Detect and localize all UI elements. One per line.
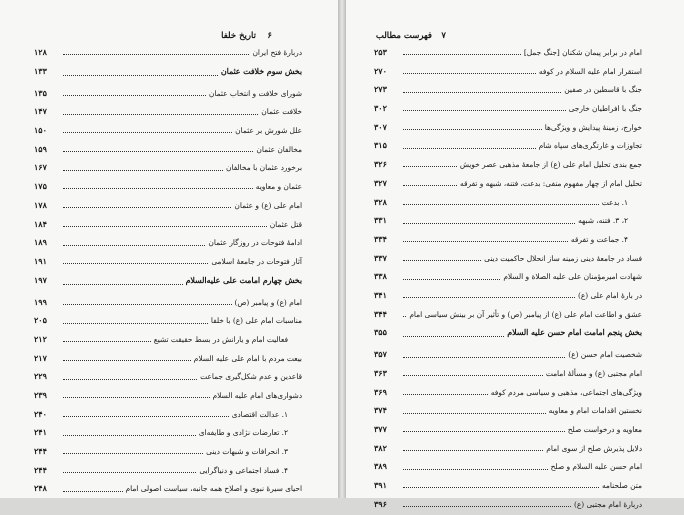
dot-leader	[63, 283, 183, 285]
toc-entry-page-number: ۲۴۱	[34, 427, 47, 438]
toc-entry-title: ۲. تعارضات نژادى و طايفه‌اى	[198, 428, 288, 438]
toc-entry	[374, 286, 642, 305]
dot-leader	[403, 109, 566, 111]
dot-leader	[403, 296, 575, 298]
toc-entry	[374, 476, 642, 495]
toc-entry	[374, 439, 642, 458]
dot-leader	[403, 203, 599, 205]
dot-leader	[403, 278, 500, 280]
dot-leader	[63, 378, 197, 380]
toc-entry-title: دلايل پذيرش صلح از سوى امام	[546, 443, 642, 453]
toc-entry-page-number: ۳۷۷	[374, 424, 387, 435]
toc-entry-title: دربارهٔ امام مجتبى (ع)	[573, 499, 642, 509]
dot-leader	[403, 222, 575, 224]
toc-entry	[34, 479, 302, 498]
toc-entry-page-number: ۳۵۷	[374, 349, 387, 360]
toc-entry-page-number: ۲۰۵	[34, 315, 47, 326]
toc-entry-page-number: ۳۲۶	[374, 159, 387, 170]
toc-entry	[34, 423, 302, 442]
toc-entry	[374, 211, 642, 230]
toc-entry	[374, 345, 642, 364]
toc-entry-title: علل شورش بر عثمان	[235, 126, 302, 136]
dot-leader	[63, 225, 267, 227]
left-page-running-title: تاريخ خلفا	[221, 31, 256, 41]
toc-entry-page-number: ۳۰۲	[374, 103, 387, 114]
dot-leader	[403, 449, 543, 451]
toc-entry-page-number: ۱۳۵	[34, 87, 47, 98]
right-page-number: ۷	[441, 31, 446, 41]
toc-entry	[34, 386, 302, 405]
toc-entry-title: عشق و اطاعت امام على (ع) از پيامبر (ص) و تأثير آن بر بينش سياسى امام	[409, 309, 642, 319]
toc-entry-title: بخش پنجم امامت امام حسن عليه السلام	[507, 328, 642, 338]
toc-entry-title: دربارهٔ فتح ايران	[252, 48, 302, 57]
toc-entry-page-number: ۳۶۳	[374, 368, 387, 378]
toc-entry	[374, 495, 642, 514]
toc-entry-title: آثار فتوحات در جامعهٔ اسلامى	[211, 256, 302, 266]
toc-entry	[374, 193, 642, 212]
toc-entry-page-number: ۲۱۲	[34, 333, 47, 344]
toc-entry-title: ۱. عدالت اقتصادى	[231, 409, 288, 419]
toc-entry-title: ويژگى‌هاى اجتماعى، مذهبى و سياسى مردم كوفه	[490, 387, 642, 397]
toc-entry-title: شهادت اميرمؤمنان على عليه الصلاة و السلام	[503, 272, 642, 282]
toc-entry	[34, 158, 302, 177]
toc-entry	[374, 383, 642, 402]
dot-leader	[403, 165, 457, 167]
left-toc-list	[34, 43, 302, 498]
toc-entry-page-number: ۳۳۸	[374, 271, 387, 282]
toc-entry-page-number: ۳۲۷	[374, 177, 387, 188]
toc-entry-page-number: ۱۸۹	[34, 237, 47, 248]
toc-entry-page-number: ۱۲۸	[34, 47, 47, 57]
toc-entry-title: ۲، ۳. فتنه، شبهه	[578, 216, 628, 226]
right-page-running-title: فهرست مطالب	[375, 31, 432, 41]
toc-entry-title: تحليل امام از چهار مفهوم منفى: بدعت، فتنه، شبهه و تفرقه	[460, 178, 642, 188]
toc-entry	[374, 267, 642, 286]
toc-entry	[34, 84, 302, 103]
toc-entry-title: امام در برابر پيمان شكنان [جنگ جمل]	[523, 48, 642, 57]
toc-entry-title: فعاليت امام و يارانش در بسط حقيقت تشيع	[153, 334, 288, 344]
toc-entry-page-number: ۳۵۵	[374, 327, 387, 338]
toc-entry-page-number: ۱۹۱	[34, 255, 47, 266]
toc-entry-title: در بارهٔ امام على (ع)	[577, 290, 642, 300]
dot-leader	[63, 53, 249, 55]
toc-entry-title: فساد در جامعهٔ دينى زمينه ساز انحلال حاكميت دينى	[484, 253, 642, 263]
toc-entry	[374, 43, 642, 62]
dot-leader	[63, 113, 258, 115]
dot-leader	[63, 262, 208, 264]
toc-entry	[374, 136, 642, 155]
toc-entry	[34, 252, 302, 271]
toc-entry	[374, 401, 642, 420]
dot-leader	[63, 415, 229, 417]
toc-entry	[374, 420, 642, 439]
toc-entry	[34, 330, 302, 349]
toc-entry-page-number: ۲۷۳	[374, 84, 387, 95]
toc-entry-page-number: ۱۷۸	[34, 199, 47, 210]
toc-entry-page-number: ۳۹۱	[374, 480, 387, 491]
toc-section-heading	[374, 323, 642, 345]
toc-entry-page-number: ۳۰۷	[374, 121, 387, 132]
toc-entry	[34, 177, 302, 196]
dot-leader	[63, 74, 218, 76]
toc-entry	[34, 293, 302, 312]
toc-entry-page-number: ۳۱۵	[374, 140, 387, 151]
toc-entry	[34, 233, 302, 252]
dot-leader	[403, 335, 504, 337]
toc-entry	[34, 102, 302, 121]
dot-leader	[63, 169, 223, 171]
toc-entry-page-number: ۱۸۴	[34, 218, 47, 229]
toc-entry-title: قاعدين و عدم شكل‌گيرى جماعت	[200, 372, 302, 382]
toc-entry-page-number: ۱۵۰	[34, 125, 47, 136]
dot-leader	[63, 322, 208, 324]
toc-entry-page-number: ۲۴۰	[34, 408, 47, 419]
book-gutter	[338, 0, 346, 498]
toc-entry-title: بيعت مردم با امام على عليه السلام	[193, 353, 302, 363]
toc-entry	[374, 118, 642, 137]
toc-entry-title: مخالفان عثمان	[256, 144, 302, 154]
toc-entry-page-number: ۳۹۶	[374, 498, 387, 509]
dot-leader	[63, 490, 123, 492]
dot-leader	[403, 91, 561, 93]
toc-entry-page-number: ۲۷۰	[374, 65, 387, 76]
dot-leader	[63, 303, 232, 305]
toc-entry	[374, 457, 642, 476]
dot-leader	[403, 412, 546, 414]
toc-entry	[374, 249, 642, 268]
toc-entry-title: امام (ع) و پيامبر (ص)	[234, 297, 302, 307]
toc-section-heading	[34, 62, 302, 84]
toc-entry-title: امام مجتبى (ع) و مسألهٔ امامت	[545, 369, 642, 378]
toc-entry-page-number: ۳۳۴	[374, 233, 387, 244]
toc-entry-page-number: ۲۲۹	[34, 371, 47, 382]
toc-entry	[34, 215, 302, 234]
toc-entry-page-number: ۲۴۸	[34, 483, 47, 494]
dot-leader	[403, 486, 599, 488]
toc-entry	[34, 140, 302, 159]
toc-entry-title: امام على (ع) و عثمان	[234, 200, 302, 210]
toc-entry-page-number: ۱۳۳	[34, 65, 47, 76]
toc-entry-title: نخستين اقدامات امام و معاويه	[548, 406, 642, 416]
toc-entry-title: خوارج، زمينهٔ پيدايش و ويژگى‌ها	[544, 122, 642, 132]
toc-entry	[34, 196, 302, 215]
dot-leader	[63, 150, 253, 152]
toc-entry	[374, 80, 642, 99]
toc-entry-page-number: ۲۳۹	[34, 390, 47, 400]
toc-entry-title: برخورد عثمان با مخالفان	[226, 163, 302, 173]
toc-entry	[374, 99, 642, 118]
toc-entry-title: خلافت عثمان	[261, 107, 302, 117]
toc-entry	[34, 121, 302, 140]
left-page	[0, 0, 338, 498]
toc-entry-title: ادامهٔ فتوحات در روزگار عثمان	[208, 238, 302, 248]
toc-entry-title: ۱. بدعت	[601, 197, 628, 207]
toc-entry-title: ۳. انحرافات و شبهات دينى	[206, 447, 288, 457]
toc-entry	[34, 311, 302, 330]
dot-leader	[403, 259, 481, 261]
toc-entry	[374, 230, 642, 249]
dot-leader	[403, 128, 542, 130]
toc-entry-page-number: ۳۴۱	[374, 289, 387, 300]
toc-entry-page-number: ۳۶۹	[374, 386, 387, 397]
dot-leader	[403, 356, 565, 358]
dot-leader	[63, 187, 253, 189]
toc-entry-page-number: ۲۴۴	[34, 446, 47, 457]
toc-entry-page-number: ۳۴۴	[374, 308, 387, 319]
toc-entry-title: شوراى خلافت و انتخاب عثمان	[208, 88, 302, 98]
toc-entry-page-number: ۲۴۴	[34, 464, 47, 475]
toc-entry-title: امام حسن عليه السلام و صلح	[550, 462, 642, 472]
dot-leader	[403, 72, 536, 74]
toc-entry-page-number: ۲۱۷	[34, 352, 47, 363]
right-toc-list	[374, 43, 642, 514]
dot-leader	[403, 147, 536, 149]
toc-entry-title: ۴. فساد اجتماعى و دنياگرايى	[199, 465, 288, 475]
right-page	[346, 0, 684, 509]
toc-entry-title: شخصيت امام حسن (ع)	[568, 350, 642, 360]
dot-leader	[63, 452, 203, 454]
toc-entry-page-number: ۳۷۴	[374, 405, 387, 416]
toc-entry	[34, 349, 302, 368]
dot-leader	[63, 244, 205, 246]
toc-entry-page-number: ۳۳۷	[374, 252, 387, 263]
toc-entry-page-number: ۳۲۸	[374, 196, 387, 207]
toc-entry-title: ۴. جماعت و تفرقه	[570, 234, 628, 244]
toc-entry-title: احياى سيرهٔ نبوى و اصلاح همه جانبه، سياست اصولى امام	[125, 484, 302, 494]
dot-leader	[403, 315, 406, 317]
toc-entry-page-number: ۱۹۹	[34, 296, 47, 307]
dot-leader	[63, 396, 210, 398]
dot-leader	[403, 53, 521, 55]
toc-section-heading	[34, 271, 302, 293]
toc-entry	[374, 305, 642, 324]
toc-entry-page-number: ۱۴۷	[34, 106, 47, 117]
toc-entry-title: معاويه و درخواست صلح	[567, 425, 642, 435]
dot-leader	[63, 131, 232, 133]
toc-entry	[374, 174, 642, 193]
toc-entry	[374, 155, 642, 174]
toc-entry-title: جنگ با قاسطين در صفين	[564, 85, 642, 95]
toc-entry-title: قتل عثمان	[269, 219, 302, 229]
dot-leader	[63, 471, 196, 473]
dot-leader	[403, 393, 488, 395]
toc-entry	[34, 442, 302, 461]
dot-leader	[403, 430, 565, 432]
toc-entry-title: جمع بندى تحليل امام على (ع) از جامعهٔ مذهبى عصر خويش	[459, 160, 642, 170]
toc-entry	[34, 461, 302, 480]
toc-entry	[374, 364, 642, 383]
toc-entry	[34, 43, 302, 62]
toc-entry-title: عثمان و معاويه	[255, 182, 302, 192]
toc-entry-page-number: ۱۶۷	[34, 162, 47, 173]
toc-entry	[34, 367, 302, 386]
dot-leader	[63, 359, 191, 361]
toc-entry-page-number: ۱۹۷	[34, 274, 47, 285]
toc-entry-page-number: ۳۸۲	[374, 442, 387, 453]
dot-leader	[63, 94, 206, 96]
dot-leader	[403, 240, 568, 242]
dot-leader	[403, 374, 543, 376]
toc-entry-title: دشوارى‌هاى امام عليه السلام	[212, 391, 302, 400]
dot-leader	[403, 184, 457, 186]
dot-leader	[63, 434, 196, 436]
left-page-number: ۶	[267, 31, 272, 41]
toc-entry-title: مناسبات امام على (ع) با خلفا	[210, 316, 302, 326]
toc-entry-title: جنگ با افراطيان خارجى	[568, 104, 642, 114]
toc-entry-page-number: ۲۵۳	[374, 47, 387, 57]
toc-entry-title: تجاوزات و غارتگرى‌هاى سپاه شام	[538, 141, 642, 151]
toc-entry-page-number: ۱۷۵	[34, 181, 47, 192]
toc-entry-page-number: ۳۳۱	[374, 215, 387, 226]
toc-entry-title: متن صلحنامه	[601, 481, 642, 491]
toc-entry-title: بخش سوم خلافت عثمان	[220, 66, 302, 76]
dot-leader	[63, 340, 151, 342]
toc-entry-title: استقرار امام عليه السلام در كوفه	[538, 66, 642, 76]
toc-entry	[34, 405, 302, 424]
dot-leader	[403, 468, 548, 470]
toc-entry	[374, 62, 642, 81]
toc-entry-page-number: ۱۵۹	[34, 143, 47, 154]
dot-leader	[403, 505, 571, 507]
toc-entry-page-number: ۳۸۹	[374, 461, 387, 472]
dot-leader	[63, 206, 231, 208]
toc-entry-title: بخش چهارم امامت على عليه‌السلام	[185, 275, 302, 285]
